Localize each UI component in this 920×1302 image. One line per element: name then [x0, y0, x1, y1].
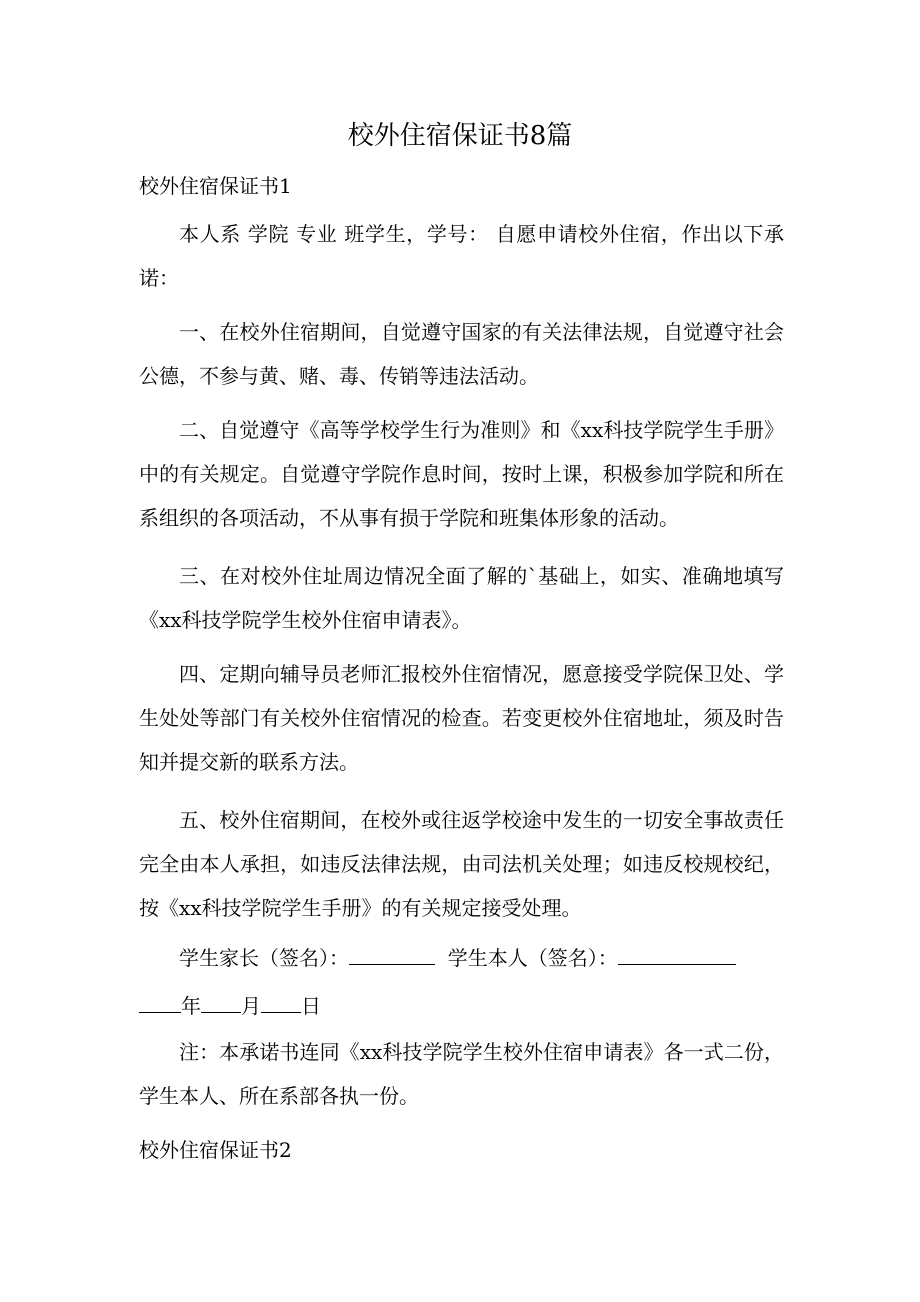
note-paragraph: 注：本承诺书连同《xx科技学院学生校外住宿申请表》各一式二份，学生本人、所在系部各执一份。 [139, 1040, 784, 1108]
section-heading-2: 校外住宿保证书2 [139, 1138, 292, 1162]
parent-signature-label: 学生家长（签名）： [179, 946, 349, 970]
date-line [139, 990, 321, 1020]
month-label: 月 [241, 994, 261, 1018]
paragraph-item-1: 一、在校外住宿期间，自觉遵守国家的有关法律法规，自觉遵守社会公德，不参与黄、赌、毒、传销等违法活动。 [139, 320, 784, 388]
signature-line [179, 942, 736, 972]
year-label: 年 [181, 994, 201, 1018]
paragraph-item-4: 四、定期向辅导员老师汇报校外住宿情况，愿意接受学院保卫处、学生处处等部门有关校外住宿情况的检查。若变更校外住宿地址，须及时告知并提交新的联系方法。 [139, 662, 784, 774]
day-blank [261, 990, 301, 1013]
month-blank [201, 990, 241, 1013]
document-title: 校外住宿保证书8篇 [347, 121, 573, 151]
paragraph-intro: 本人系 学院 专业 班学生，学号： 自愿申请校外住宿，作出以下承诺： [139, 222, 784, 290]
student-signature-label: 学生本人（签名）： [447, 946, 618, 970]
paragraph-item-5: 五、校外住宿期间，在校外或往返学校途中发生的一切安全事故责任完全由本人承担，如违反法律法规，由司法机关处理；如违反校规校纪，按《xx科技学院学生手册》的有关规定接受处理。 [139, 808, 784, 920]
section-heading-1: 校外住宿保证书1 [139, 174, 292, 198]
student-signature-blank [618, 942, 736, 965]
paragraph-item-3: 三、在对校外住址周边情况全面了解的`基础上，如实、准确地填写《xx科技学院学生校外住宿申请表》。 [139, 564, 784, 632]
parent-signature-blank [349, 942, 435, 965]
paragraph-item-2: 二、自觉遵守《高等学校学生行为准则》和《xx科技学院学生手册》中的有关规定。自觉遵守学院作息时间，按时上课，积极参加学院和所在系组织的各项活动，不从事有损于学院和班集体形象的活动。 [139, 418, 784, 530]
year-blank [139, 990, 181, 1013]
day-label: 日 [301, 994, 321, 1018]
